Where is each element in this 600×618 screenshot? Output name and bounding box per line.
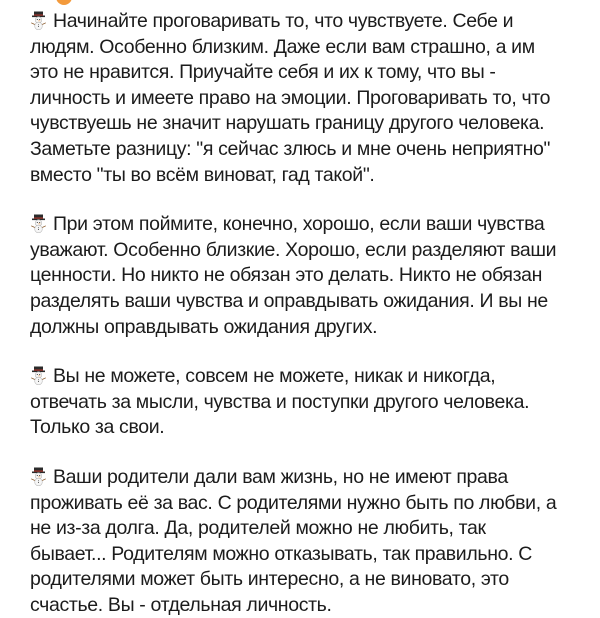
paragraph (30, 212, 596, 340)
paragraph (30, 0, 596, 188)
paragraph-text: Начинайте проговаривать то, что чувствуете. Себе и людям. Особенно близким. Даже если вам страшно, а им это не нравится. Приучайте себя и их к тому, что вы - личность и имеете право на эмоции. Проговаривать то, что чувствуешь не значит нарушать границу другого человека. Заметьте разницу: "я сейчас злюсь и мне очень неприятно" вместо "ты во всём виноват, гад такой". (30, 10, 551, 186)
paragraph-text: Вы не можете, совсем не можете, никак и никогда, отвечать за мысли, чувства и поступки другого человека. Только за свои. (30, 365, 530, 439)
snowman-icon (30, 467, 47, 486)
snowman-icon (30, 11, 47, 30)
paragraph (30, 364, 596, 441)
snowman-icon (30, 214, 47, 233)
paragraph-text: Ваши родители дали вам жизнь, но не имеют права проживать её за вас. С родителями нужно быть по любви, а не из-за долга. Да, родителей можно не любить, так бывает... Родителям можно отказывать, так правильно. С родителями может быть интересно, а не виновато, это счастье. Вы - отдельная личность. (30, 465, 557, 616)
snowman-icon (30, 366, 47, 385)
post-content (30, 0, 596, 618)
paragraph (30, 465, 596, 618)
paragraph-text: При этом поймите, конечно, хорошо, если ваши чувства уважают. Особенно близкие. Хорошо, если разделяют ваши ценности. Но никто не обязан это делать. Никто не обязан разделять ваши чувства и оправдывать ожидания. И вы не должны оправдывать ожидания других. (30, 213, 557, 338)
